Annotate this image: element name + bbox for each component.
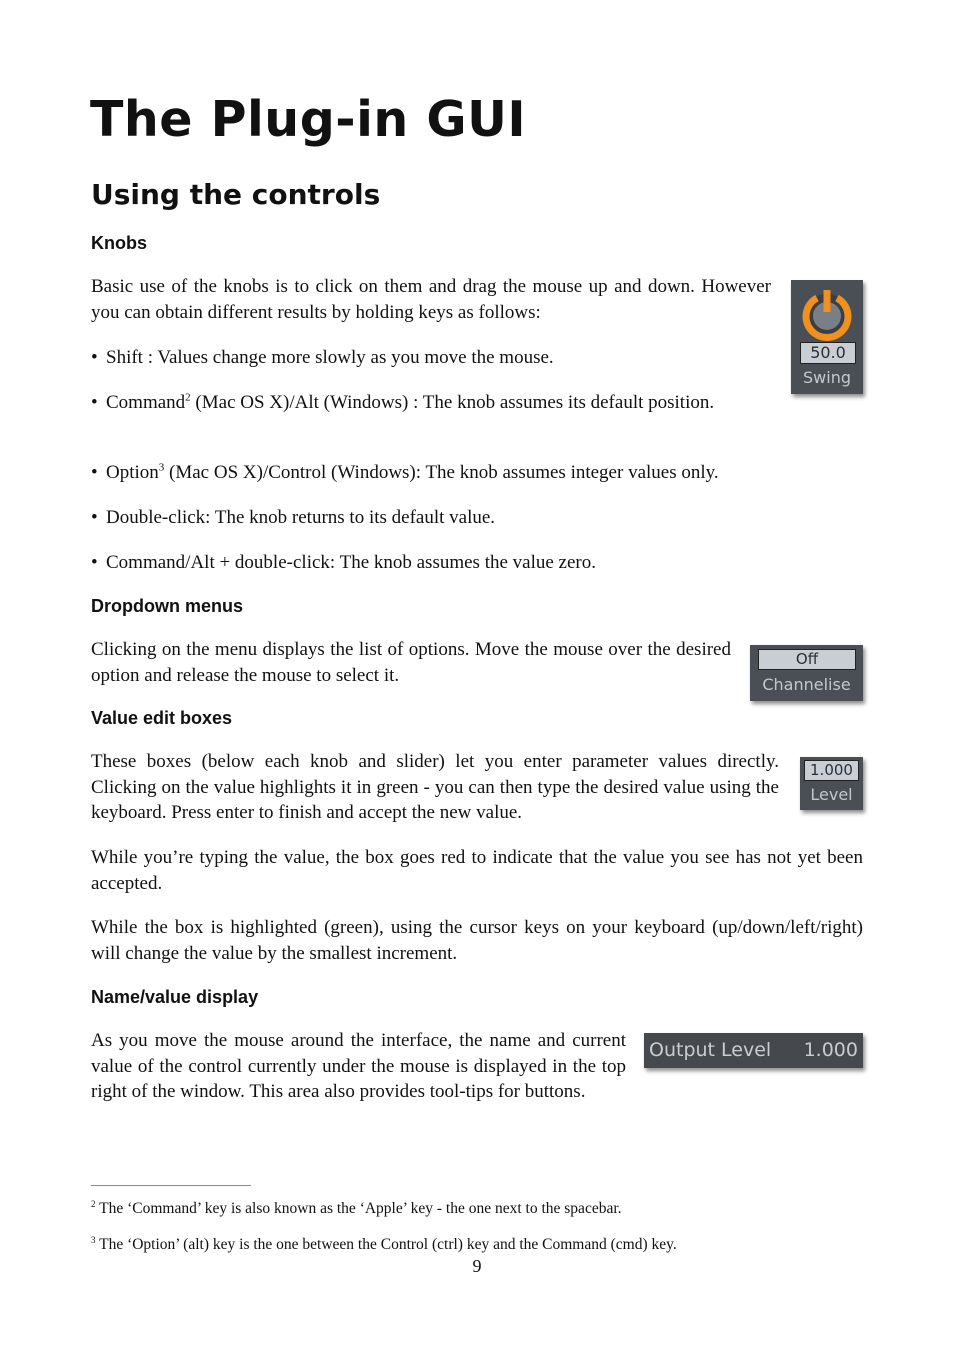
dropdown-label: Channelise	[762, 675, 851, 694]
knobs-heading: Knobs	[91, 233, 147, 253]
value-edit-label: Level	[810, 785, 853, 804]
bullet-option: Option$^3$ (Mac OS X)/Control (Windows): The knob assumes integer values only.	[106, 461, 719, 483]
dropdown-select[interactable]: Off	[758, 649, 856, 670]
value-edit-heading: Value edit boxes	[91, 708, 233, 728]
value-edit-text-1: These boxes (below each knob and slider) let you enter parameter values directly. Clicking on the value highlights it in green - you can then type the desired value using the keyboard. Press enter to finish and accept the new value.	[91, 751, 779, 823]
bullet-marker: •	[91, 462, 98, 483]
value-edit-text-2: While you’re typing the value, the box goes red to indicate that the value you see has not yet been accepted.	[91, 847, 863, 894]
bullet-marker: •	[91, 347, 98, 368]
value-edit-widget	[800, 757, 863, 810]
display-name: Output Level	[649, 1039, 772, 1061]
name-value-text: As you move the mouse around the interface, the name and current value of the control currently under the mouse is displayed in the top right of the window. This area also provides tool-tips for buttons.	[91, 1030, 626, 1102]
name-value-heading: Name/value display	[91, 987, 259, 1007]
section-heading: Using the controls	[91, 178, 381, 211]
knob-value-box[interactable]: 50.0	[800, 342, 856, 364]
knob-label: Swing	[803, 368, 851, 387]
display-value: 1.000	[803, 1039, 858, 1061]
value-edit-text-3: While the box is highlighted (green), using the cursor keys on your keyboard (up/down/left/right) will change the value by the smallest increment.	[91, 917, 863, 964]
bullet-command: Command$^2$ (Mac OS X)/Alt (Windows) : The knob assumes its default position.	[106, 391, 715, 413]
name-value-display	[644, 1033, 863, 1068]
footnote-2: $^2$ The ‘Command’ key is also known as the ‘Apple’ key - the one next to the spacebar.	[91, 1198, 622, 1217]
bullet-marker: •	[91, 507, 98, 528]
bullet-marker: •	[91, 552, 98, 573]
power-knob-icon[interactable]	[799, 286, 855, 344]
page-number: 9	[472, 1256, 482, 1276]
knob-widget	[791, 280, 863, 394]
dropdown-text: Clicking on the menu displays the list of options. Move the mouse over the desired option and release the mouse to select it.	[91, 639, 731, 686]
footnote-rule	[91, 1185, 251, 1186]
bullet-marker: •	[91, 392, 98, 413]
value-edit-box[interactable]: 1.000	[804, 760, 859, 781]
dropdown-widget	[750, 645, 863, 701]
knobs-intro: Basic use of the knobs is to click on them and drag the mouse up and down. However you can obtain different results by holding keys as follows:	[91, 276, 771, 323]
footnote-3: $^3$ The ‘Option’ (alt) key is the one between the Control (ctrl) key and the Command (cmd) key.	[91, 1234, 677, 1253]
bullet-double-click: Double-click: The knob returns to its default value.	[106, 507, 496, 528]
bullet-shift: Shift : Values change more slowly as you move the mouse.	[106, 347, 554, 368]
page-title: The Plug-in GUI	[90, 91, 527, 148]
dropdown-heading: Dropdown menus	[91, 596, 243, 616]
bullet-command-alt: Command/Alt + double-click: The knob assumes the value zero.	[106, 552, 597, 573]
